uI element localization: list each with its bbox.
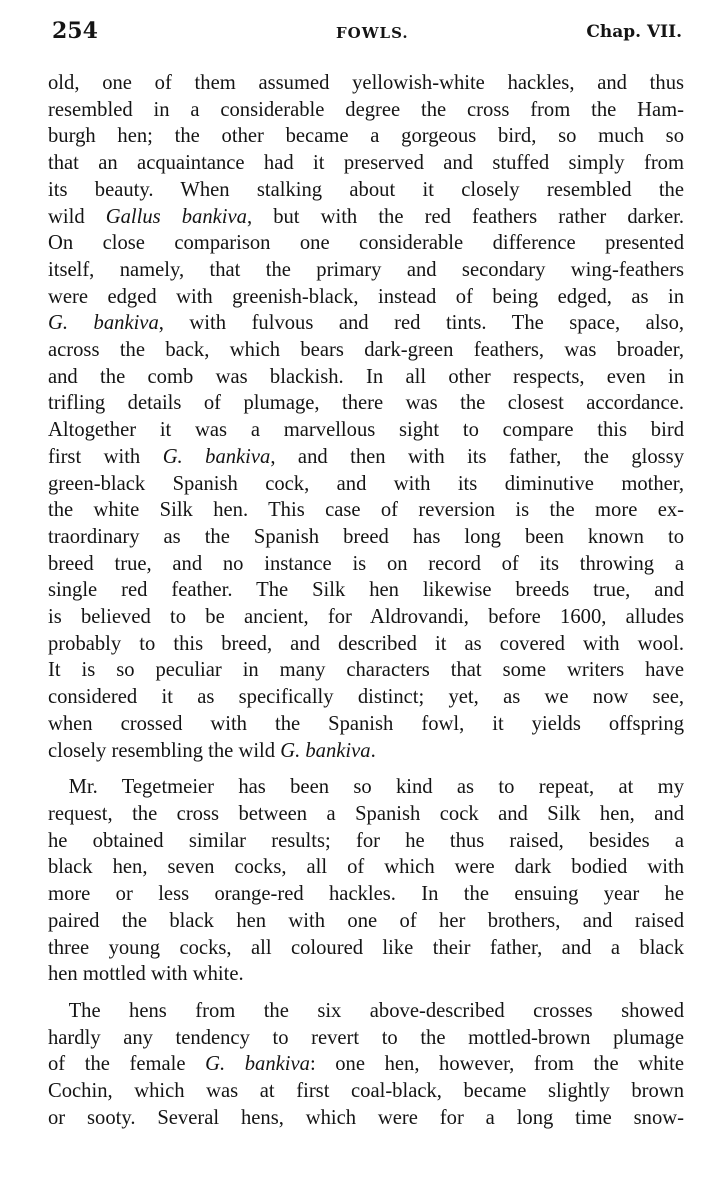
text-line: were edged with greenish-black, instead of being edged, as in bbox=[48, 285, 684, 308]
text-line: and the comb was blackish. In all other respects, even in bbox=[48, 365, 684, 388]
paragraph bbox=[48, 70, 684, 764]
text-line: more or less orange-red hackles. In the ensuing year he bbox=[48, 883, 684, 906]
text-line: three young cocks, all coloured like their father, and a black bbox=[48, 936, 684, 959]
text-line: hen mottled with white. bbox=[48, 963, 244, 986]
text-line: when crossed with the Spanish fowl, it yields offspring bbox=[48, 712, 684, 735]
text-line: old, one of them assumed yellowish-white hackles, and thus bbox=[48, 72, 684, 94]
paragraph bbox=[48, 774, 684, 988]
text-line: or sooty. Several hens, which were for a long time snow- bbox=[48, 1106, 684, 1129]
text-line: that an acquaintance had it preserved and stuffed simply from bbox=[48, 152, 684, 175]
body-text bbox=[48, 70, 684, 1131]
paragraph bbox=[48, 998, 684, 1132]
text-line: trifling details of plumage, there was the closest accordance. bbox=[48, 392, 684, 415]
text-line: Altogether it was a marvellous sight to compare this bird bbox=[48, 419, 684, 442]
text-line: of the female G. bankiva: one hen, however, from the white bbox=[48, 1053, 685, 1076]
text-line: burgh hen; the other became a gorgeous bird, so much so bbox=[48, 125, 684, 148]
text-line: paired the black hen with one of her brothers, and raised bbox=[48, 909, 684, 932]
text-line: across the back, which bears dark-green feathers, was broader, bbox=[48, 339, 684, 362]
text-line: probably to this breed, and described it as covered with wool. bbox=[48, 632, 684, 655]
running-header bbox=[52, 18, 682, 48]
text-line: single red feather. The Silk hen likewise breeds true, and bbox=[48, 579, 684, 602]
text-line: considered it as specifically distinct; yet, as we now see, bbox=[48, 686, 684, 709]
text-line: The hens from the six above-described crosses showed bbox=[48, 999, 684, 1022]
text-line: black hen, seven cocks, all of which were dark bodied with bbox=[48, 856, 684, 879]
text-line: wild Gallus bankiva, but with the red feathers rather darker. bbox=[48, 205, 684, 228]
text-line: traordinary as the Spanish breed has long been known to bbox=[48, 525, 684, 548]
text-line: It is so peculiar in many characters that some writers have bbox=[48, 659, 684, 682]
text-line: breed true, and no instance is on record of its throwing a bbox=[48, 552, 684, 575]
text-line: he obtained similar results; for he thus raised, besides a bbox=[48, 829, 684, 852]
text-line: Cochin, which was at first coal-black, became slightly brown bbox=[48, 1080, 684, 1103]
text-line: G. bankiva, with fulvous and red tints. The space, also, bbox=[48, 312, 685, 335]
text-line: green-black Spanish cock, and with its diminutive mother, bbox=[48, 472, 684, 495]
text-line: request, the cross between a Spanish cock and Silk hen, and bbox=[48, 802, 684, 825]
text-line: closely resembling the wild G. bankiva. bbox=[48, 739, 376, 762]
text-line: is believed to be ancient, for Aldrovandi, before 1600, alludes bbox=[48, 606, 684, 629]
text-line: first with G. bankiva, and then with its father, the glossy bbox=[48, 445, 684, 468]
text-line: On close comparison one considerable difference presented bbox=[48, 232, 684, 255]
page-number: 254 bbox=[52, 18, 98, 44]
text-line: Mr. Tegetmeier has been so kind as to repeat, at my bbox=[48, 776, 684, 799]
text-line: itself, namely, that the primary and secondary wing-feathers bbox=[48, 258, 684, 281]
chapter-label: Chap. VII. bbox=[586, 22, 682, 42]
text-line: the white Silk hen. This case of reversion is the more ex- bbox=[48, 499, 684, 522]
text-line: hardly any tendency to revert to the mottled-brown plumage bbox=[48, 1026, 684, 1049]
text-line: its beauty. When stalking about it closely resembled the bbox=[48, 178, 684, 201]
text-line: resembled in a considerable degree the cross from the Ham- bbox=[48, 98, 684, 121]
running-title: FOWLS. bbox=[336, 24, 409, 42]
